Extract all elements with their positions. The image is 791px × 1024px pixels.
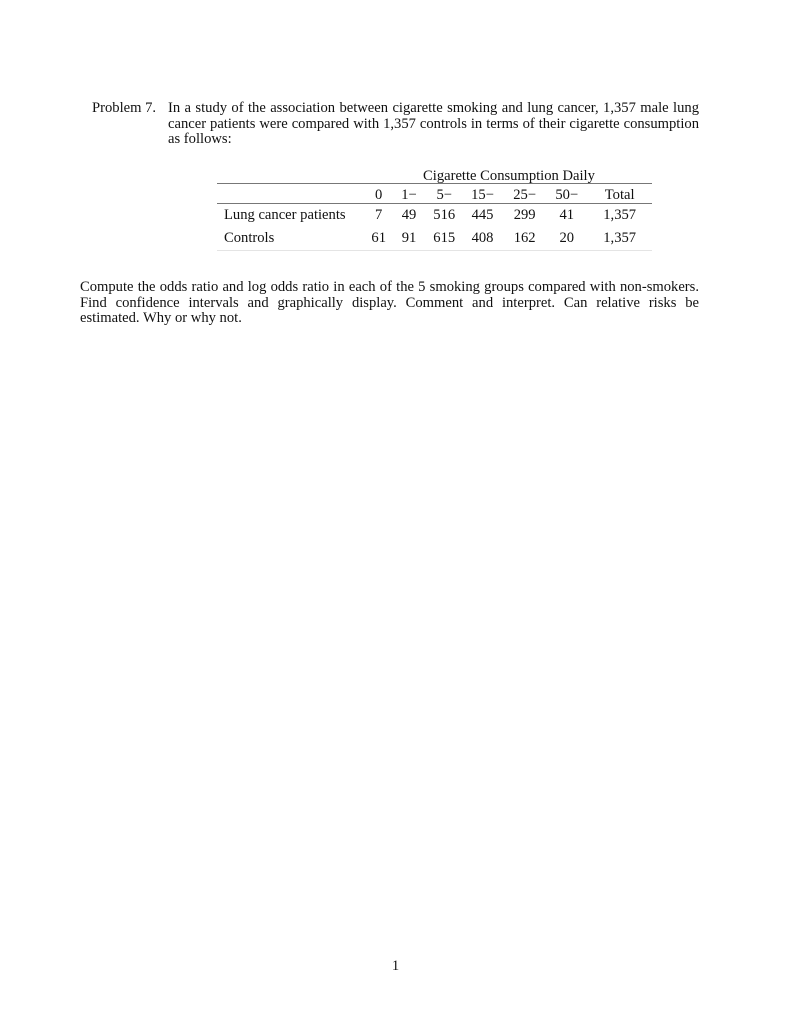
problem-label: Problem 7. (92, 100, 157, 116)
table-cell: 162 (503, 227, 546, 251)
column-header: 50− (546, 184, 587, 204)
table-caption: Cigarette Consumption Daily (366, 167, 652, 184)
table-header-row (217, 184, 652, 204)
table-cell: 91 (391, 227, 426, 251)
column-header: Total (587, 184, 652, 204)
table-cell: 1,357 (587, 227, 652, 251)
column-header: 15− (462, 184, 503, 204)
page-number: 1 (391, 958, 400, 974)
header-blank (217, 184, 366, 204)
row-label: Controls (217, 227, 366, 251)
table-cell: 1,357 (603, 206, 637, 223)
cigarette-consumption-table (217, 167, 652, 251)
column-header: 1− (391, 184, 426, 204)
column-header: 0 (366, 184, 392, 204)
table-cell: 41 (559, 206, 575, 223)
table-cell: 299 (513, 206, 536, 223)
table-cell: 20 (546, 227, 587, 251)
row-label: Lung cancer patients (224, 206, 346, 223)
table-row (217, 204, 652, 228)
table-cell: 61 (366, 227, 392, 251)
column-header: 5− (427, 184, 462, 204)
table-cell: 7 (375, 206, 383, 223)
table-cell: 516 (433, 206, 456, 223)
table-cell: 615 (427, 227, 462, 251)
instructions-paragraph: Compute the odds ratio and log odds ratio in each of the 5 smoking groups compared with non-smokers. Find confidence intervals and graphically display. Comment and interpret. Can relative risks be estimated. Why or why not. (80, 279, 699, 326)
column-header: 25− (503, 184, 546, 204)
table-cell: 408 (462, 227, 503, 251)
table-row (217, 227, 652, 251)
table-cell: 445 (471, 206, 494, 223)
problem-text: In a study of the association between cigarette smoking and lung cancer, 1,357 male lung cancer patients were compared with 1,357 controls in terms of their cigarette consumption as follows: (168, 100, 699, 147)
table-cell: 49 (401, 206, 417, 223)
